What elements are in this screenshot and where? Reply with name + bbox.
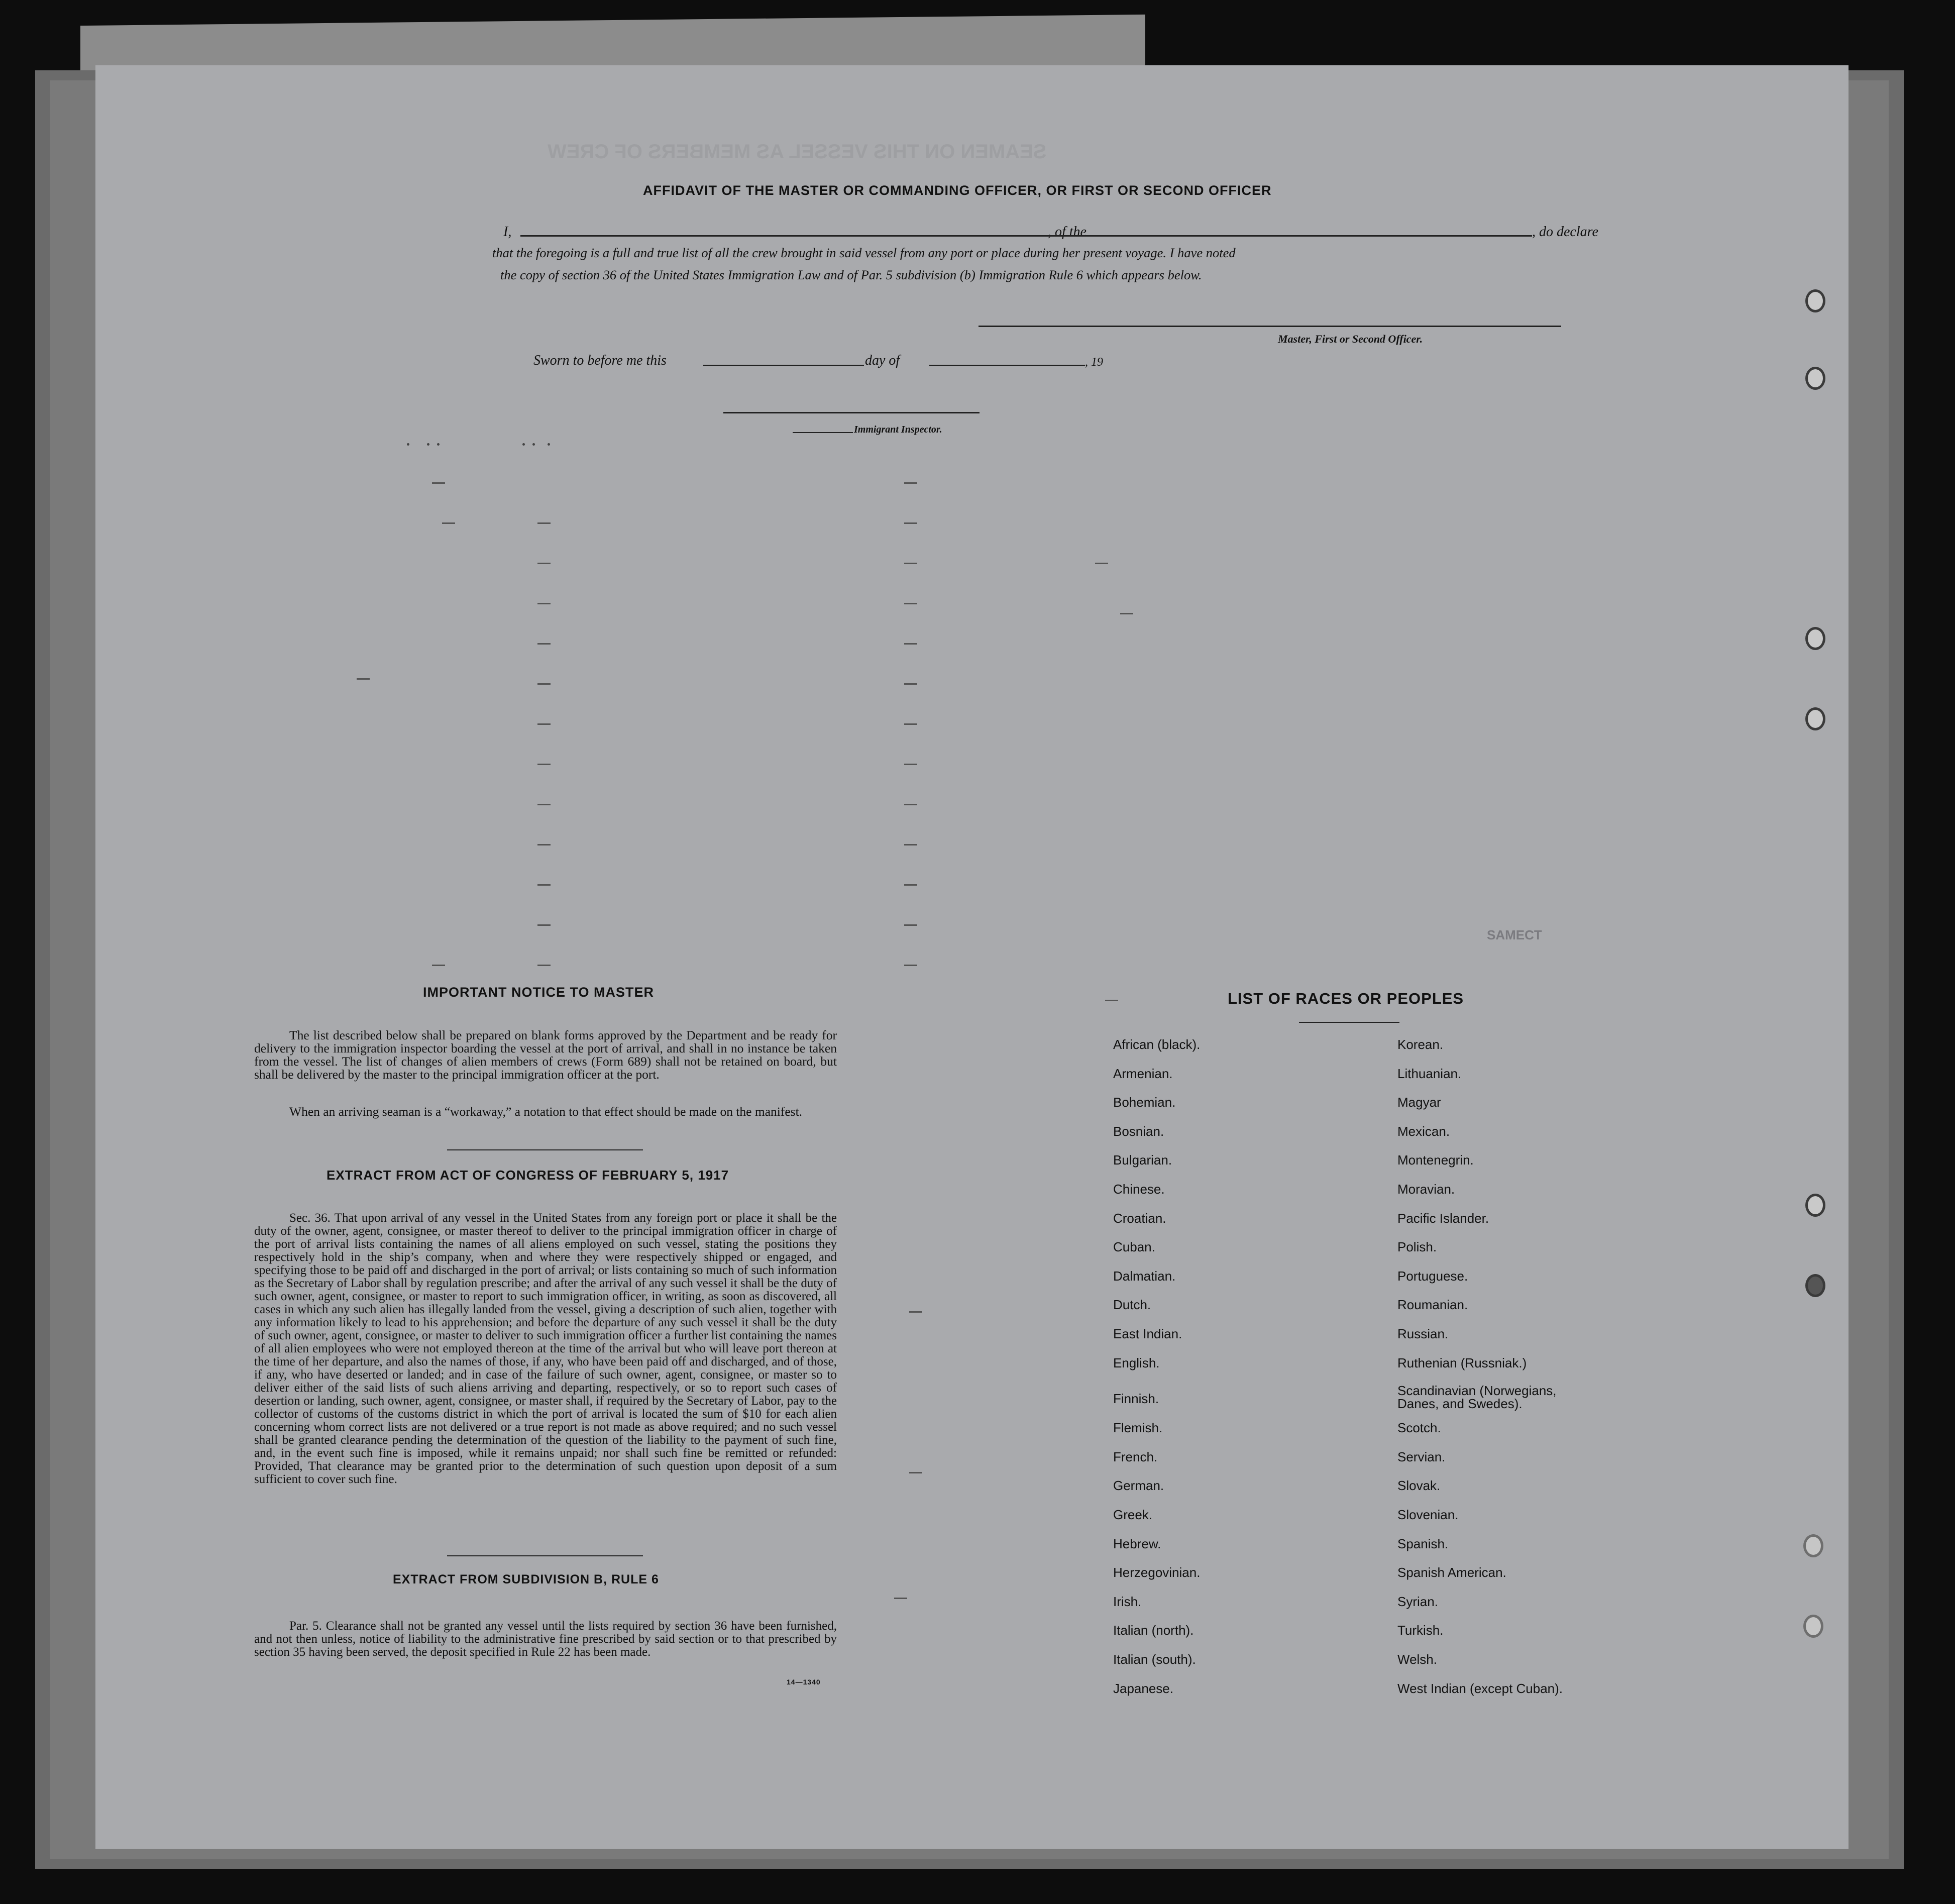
inspector-label: Immigrant Inspector. — [854, 424, 942, 435]
race-item: Montenegrin. — [1397, 1152, 1474, 1168]
affidavit-title: AFFIDAVIT OF THE MASTER OR COMMANDING OFFICER, OR FIRST OR SECOND OFFICER — [643, 183, 1272, 198]
extract-rule-title: EXTRACT FROM SUBDIVISION B, RULE 6 — [393, 1572, 659, 1586]
bleed-through-header: SEAMEN ON THIS VESSEL AS MEMBERS OF CREW — [548, 141, 1047, 163]
race-item: Welsh. — [1397, 1652, 1437, 1667]
race-item: Bulgarian. — [1113, 1152, 1172, 1168]
master-signature-label: Master, First or Second Officer. — [1278, 333, 1423, 345]
race-item: Bohemian. — [1113, 1095, 1176, 1110]
notice-title: IMPORTANT NOTICE TO MASTER — [423, 985, 654, 1000]
divider-1 — [447, 1149, 643, 1150]
race-item: Dalmatian. — [1113, 1268, 1176, 1284]
affidavit-i-label: I, — [503, 224, 512, 240]
race-item: Spanish. — [1397, 1536, 1449, 1551]
binder-hole-7 — [1803, 1534, 1823, 1557]
binder-hole-8 — [1803, 1615, 1823, 1638]
race-item: Croatian. — [1113, 1210, 1166, 1226]
race-item: Spanish American. — [1397, 1565, 1506, 1580]
race-item: English. — [1113, 1355, 1160, 1370]
race-item: Hebrew. — [1113, 1536, 1161, 1551]
race-item: Armenian. — [1113, 1066, 1173, 1081]
affidavit-line-3: the copy of section 36 of the United States Immigration Law and of Par. 5 subdivision (b) Immigration Rule 6 which appears below. — [500, 267, 1202, 282]
race-item: Finnish. — [1113, 1391, 1159, 1407]
race-item: East Indian. — [1113, 1326, 1182, 1341]
sworn-month-field[interactable] — [929, 365, 1085, 366]
race-item: Korean. — [1397, 1037, 1444, 1052]
race-item: Dutch. — [1113, 1297, 1151, 1313]
year-label: , 19 — [1085, 356, 1103, 369]
binder-hole-4 — [1805, 707, 1825, 730]
race-item: Greek. — [1113, 1507, 1153, 1522]
race-item: Mexican. — [1397, 1123, 1450, 1139]
extract-rule-text: Par. 5. Clearance shall not be granted any vessel until the lists required by section 36 have been furnished, and not then unless, notice of liability to the administrative fine prescribed by said section or to that prescribed by section 35 having been served, the deposit specified in Rule 22 has been made. — [254, 1619, 837, 1659]
affidavit-of-label: , of the — [1048, 224, 1087, 240]
race-item: Italian (north). — [1113, 1623, 1194, 1638]
race-item: Pacific Islander. — [1397, 1210, 1489, 1226]
race-item: Turkish. — [1397, 1623, 1444, 1638]
notice-paragraph-2: When an arriving seaman is a “workaway,” a notation to that effect should be made on the manifest. — [289, 1104, 803, 1119]
race-item: Chinese. — [1113, 1182, 1165, 1197]
binder-hole-1 — [1805, 289, 1825, 312]
race-item: Roumanian. — [1397, 1297, 1468, 1313]
race-item: Moravian. — [1397, 1182, 1455, 1197]
races-title-rule — [1299, 1022, 1399, 1023]
binder-hole-6 — [1805, 1274, 1825, 1297]
race-item: German. — [1113, 1478, 1164, 1494]
form-number: 14—1340 — [787, 1678, 821, 1686]
race-item: Magyar — [1397, 1095, 1441, 1110]
race-item: Slovenian. — [1397, 1507, 1459, 1522]
affidavit-declare-label: , do declare — [1532, 224, 1598, 240]
race-item: African (black). — [1113, 1037, 1201, 1052]
race-item: Lithuanian. — [1397, 1066, 1462, 1081]
notice-paragraph-1: The list described below shall be prepared on blank forms approved by the Department and be ready for delivery to the immigration inspector boarding the vessel at the port of arrival, and shall in no instance be taken from the vessel. The list of changes of alien members of crews (Form 689) shall not be retained on board, but shall be delivered by the master to the principal immigration officer at the port. — [254, 1028, 837, 1082]
race-item: Flemish. — [1113, 1420, 1163, 1436]
day-of-label: day of — [865, 353, 900, 368]
race-item: West Indian (except Cuban). — [1397, 1680, 1563, 1696]
race-item: Slovak. — [1397, 1478, 1441, 1494]
race-item: Russian. — [1397, 1326, 1449, 1341]
sworn-day-field[interactable] — [703, 365, 864, 366]
inspector-signature-field[interactable] — [723, 412, 980, 413]
race-item: Bosnian. — [1113, 1123, 1164, 1139]
race-item: Japanese. — [1113, 1680, 1173, 1696]
binder-hole-3 — [1805, 627, 1825, 650]
race-item: Scotch. — [1397, 1420, 1441, 1436]
stamp-mark: SAMECT — [1487, 927, 1542, 942]
master-name-field[interactable] — [520, 235, 1053, 237]
sworn-label: Sworn to before me this — [533, 353, 667, 368]
race-item: Ruthenian (Russniak.) — [1397, 1355, 1527, 1370]
vessel-name-field[interactable] — [1025, 235, 1532, 237]
race-item: Syrian. — [1397, 1594, 1438, 1609]
race-item: Scandinavian (Norwegians, Danes, and Swedes). — [1397, 1383, 1557, 1412]
binder-hole-2 — [1805, 367, 1825, 390]
races-title: LIST OF RACES OR PEOPLES — [1228, 990, 1464, 1007]
binder-hole-5 — [1805, 1194, 1825, 1217]
race-item: Italian (south). — [1113, 1652, 1196, 1667]
extract-act-title: EXTRACT FROM ACT OF CONGRESS OF FEBRUARY 5, 1917 — [327, 1168, 729, 1183]
race-item: Polish. — [1397, 1239, 1437, 1255]
race-item: French. — [1113, 1449, 1158, 1464]
affidavit-line-2: that the foregoing is a full and true list of all the crew brought in said vessel from any port or place during her present voyage. I have noted — [492, 245, 1236, 260]
extract-act-text: Sec. 36. That upon arrival of any vessel in the United States from any foreign port or place it shall be the duty of the owner, agent, consignee, or master thereof to deliver to the principal immigration officer in charge of the port of arrival lists containing the names of all aliens employed on such vessel, stating the positions they respectively hold in the ship’s company, when and where they were respectively shipped or engaged, and specifying those to be paid off and discharged in the port of arrival; or lists containing so much of such information as the Secretary of Labor shall by regulation prescribe; and after the arrival of any such vessel it shall be the duty of such owner, agent, consignee, or master to report to such immigration officer, in writing, as soon as discovered, all cases in which any such alien has illegally landed from the vessel, giving a description of such alien, together with any information likely to lead to his apprehension; and before the departure of any such vessel it shall be the duty of such owner, agent, consignee, or master to deliver to such immigration officer a further list containing the names of all alien employees who were not employed thereon at the time of the arrival but who will leave port thereon at the time of her departure, and also the names of those, if any, who have been paid off and discharged, and of those, if any, who have deserted or landed; and in case of the failure of such owner, agent, consignee, or master so to deliver either of the said lists of such aliens arriving and departing, respectively, or so to report such cases of desertion or landing, such owner, agent, consignee, or master shall, if required by the Secretary of Labor, pay to the collector of customs of the customs district in which the port of arrival is located the sum of $10 for each alien concerning whom correct lists are not delivered or a true report is not made as above required; and no such vessel shall be granted clearance pending the determination of the question of the liability to the payment of such fine, and, in the event such fine is imposed, while it remains unpaid; nor shall such fine be remitted or refunded: Provided, That clearance may be granted prior to the determination of such question upon deposit of a sum sufficient to cover such fine. — [254, 1211, 837, 1486]
race-item: Portuguese. — [1397, 1268, 1468, 1284]
master-signature-field[interactable] — [979, 326, 1561, 327]
race-item: Irish. — [1113, 1594, 1142, 1609]
race-item: Cuban. — [1113, 1239, 1155, 1255]
inspector-short-line — [793, 432, 853, 433]
manifest-page — [95, 65, 1849, 1849]
race-item: Herzegovinian. — [1113, 1565, 1201, 1580]
divider-2 — [447, 1555, 643, 1556]
race-item: Servian. — [1397, 1449, 1446, 1464]
